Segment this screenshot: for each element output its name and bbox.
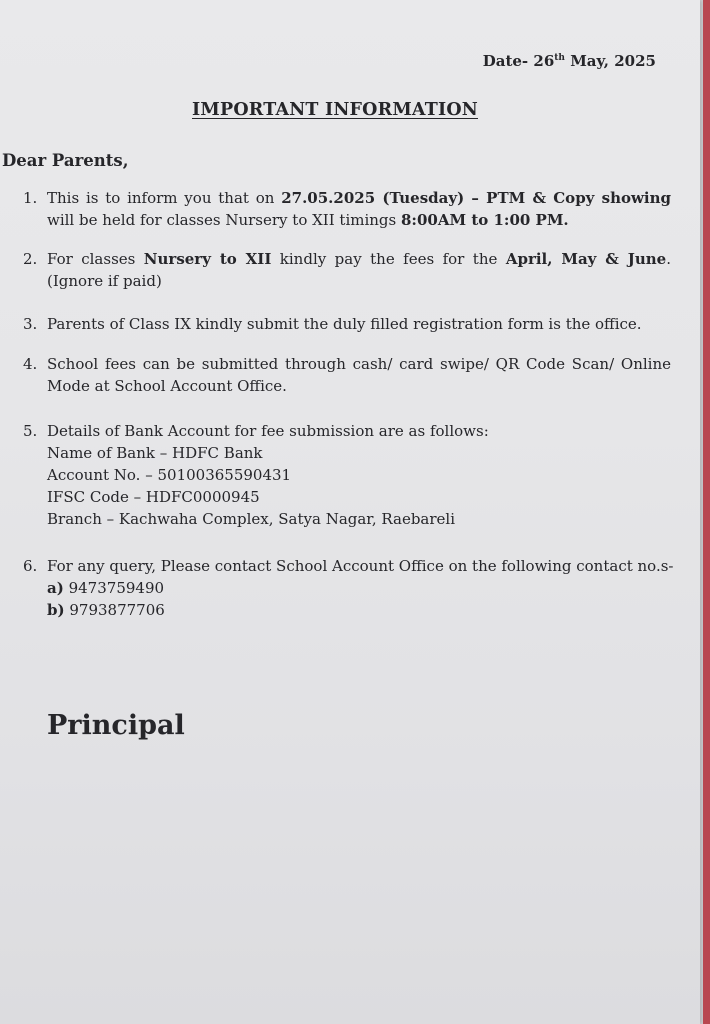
item-number: 2. — [23, 250, 38, 268]
notice-item-3 — [23, 313, 671, 335]
item-number: 3. — [23, 315, 38, 333]
notice-heading: IMPORTANT INFORMATION — [192, 100, 478, 120]
contact-number: 9473759490 — [63, 579, 165, 597]
background-edge — [703, 0, 710, 1024]
salutation: Dear Parents, — [2, 151, 129, 170]
notice-item-1 — [23, 187, 671, 231]
contact-label: b) — [47, 601, 65, 619]
item-bold-text: Nursery to XII — [143, 250, 272, 268]
bank-details-intro: Details of Bank Account for fee submission are as follows: — [47, 422, 489, 440]
item-number: 1. — [23, 189, 38, 207]
item-number: 5. — [23, 422, 38, 440]
item-text: . (Ignore if paid) — [47, 250, 671, 290]
bank-ifsc-code: IFSC Code – HDFC0000945 — [47, 488, 260, 506]
item-text: School fees can be submitted through cash/ card swipe/ QR Code Scan/ Online Mode at School Account Office. — [47, 355, 671, 395]
notice-date — [483, 52, 656, 70]
contact-intro: For any query, Please contact School Account Office on the following contact no.s- — [47, 557, 674, 575]
notice-item-4 — [23, 353, 671, 397]
signature-principal: Principal — [47, 710, 185, 741]
contact-label: a) — [47, 579, 64, 597]
date-day: Date- 26 — [482, 52, 555, 70]
item-number: 6. — [23, 557, 38, 575]
notice-item-6 — [23, 555, 674, 621]
notice-item-5 — [23, 420, 671, 530]
item-bold-text: April, May & June — [505, 250, 667, 268]
date-month-year: May, 2025 — [564, 52, 656, 70]
contact-entry-b — [47, 599, 671, 621]
item-text: kindly pay the fees for the — [271, 250, 506, 268]
contact-number: 9793877706 — [64, 601, 165, 619]
item-text: For classes — [47, 250, 144, 268]
item-text: will be held for classes Nursery to XII timings — [47, 211, 401, 229]
contact-entry-a — [47, 577, 671, 599]
item-text: This is to inform you that on — [47, 189, 282, 207]
notice-heading-wrap — [0, 100, 670, 120]
item-number: 4. — [23, 355, 38, 373]
bank-name: Name of Bank – HDFC Bank — [47, 444, 263, 462]
item-bold-text: 27.05.2025 (Tuesday) – PTM & Copy showing — [281, 189, 671, 207]
date-ordinal: th — [554, 53, 565, 63]
bank-branch: Branch – Kachwaha Complex, Satya Nagar, Raebareli — [47, 510, 456, 528]
item-bold-text: 8:00AM to 1:00 PM. — [401, 211, 569, 229]
bank-account-number: Account No. – 50100365590431 — [47, 466, 292, 484]
item-text: Parents of Class IX kindly submit the duly filled registration form is the office. — [47, 315, 642, 333]
notice-item-2 — [23, 248, 671, 292]
